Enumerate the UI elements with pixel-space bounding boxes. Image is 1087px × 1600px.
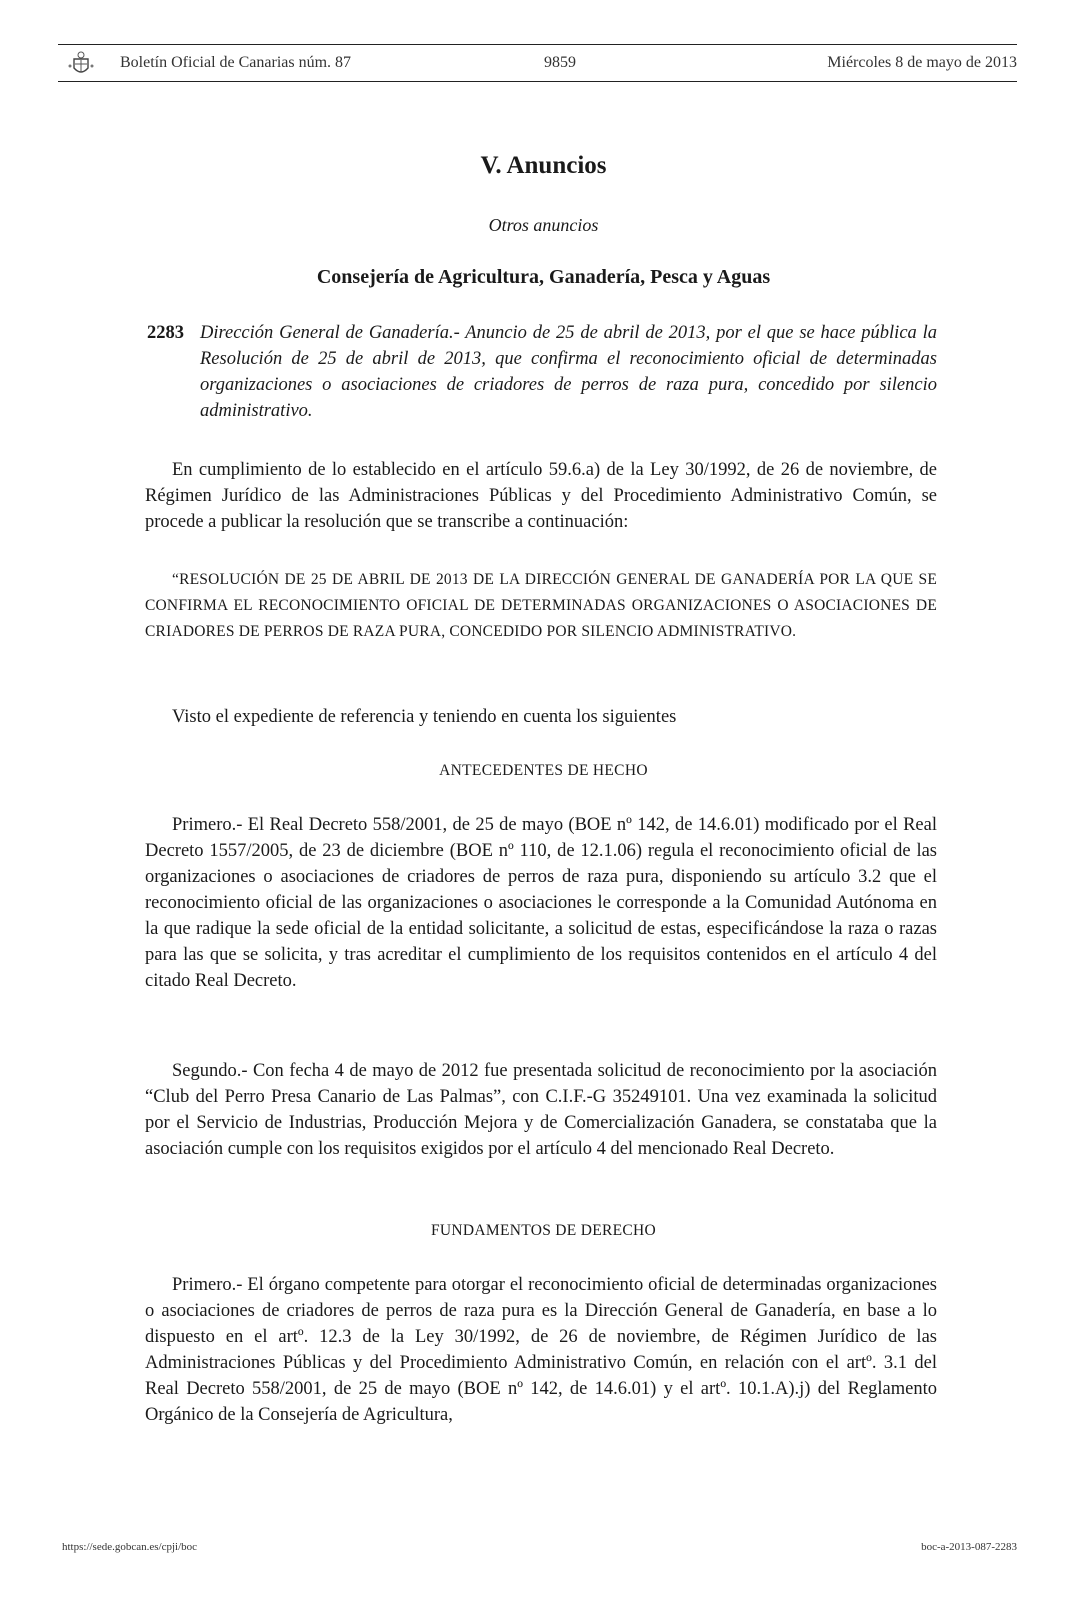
resolution-title: “RESOLUCIÓN DE 25 DE ABRIL DE 2013 DE LA DIRECCIÓN GENERAL DE GANADERÍA POR LA QUE SE CONFIRMA EL RECONOCIMIENTO OFICIAL DE DETERMINADAS ORGANIZACIONES O ASOCIACIONES DE CRIADORES DE PERROS DE RAZA PURA, CONCEDIDO POR SILENCIO ADMINISTRATIVO. [145, 571, 937, 640]
page-number: 9859 [544, 54, 576, 71]
fundamento-primero: Primero.- El órgano competente para otorgar el reconocimiento oficial de determinadas organizaciones o asociaciones de criadores de perros de raza pura es la Dirección General de Ganadería, en base a lo dispuesto en el artº. 12.3 de la Ley 30/1992, de 26 de noviembre, de Régimen Jurídico de las Administraciones Públicas y del Procedimiento Administrativo Común, en relación con el artº. 3.1 del Real Decreto 558/2001, de 25 de mayo (BOE nº 142, de 14.6.01) y el artº. 10.1.A).j) del Reglamento Orgánico de la Consejería de Agricultura, [145, 1275, 937, 1425]
bulletin-name: Boletín Oficial de Canarias núm. 87 [120, 54, 352, 71]
antecedentes-heading: ANTECEDENTES DE HECHO [439, 762, 648, 779]
section-title: V. Anuncios [480, 152, 607, 179]
visto-paragraph: Visto el expediente de referencia y teniendo en cuenta los siguientes [172, 707, 677, 727]
antecedente-segundo: Segundo.- Con fecha 4 de mayo de 2012 fue presentada solicitud de reconocimiento por la asociación “Club del Perro Presa Canario de Las Palmas”, con C.I.F.-G 35249101. Una vez examinada la solicitud por el Servicio de Industrias, Producción Mejora y de Comercialización Ganadera, se constataba que la asociación cumple con los requisitos exigidos por el artículo 4 del mencionado Real Decreto. [145, 1061, 937, 1159]
announcement-block [147, 320, 937, 424]
publication-date: Miércoles 8 de mayo de 2013 [827, 54, 1017, 71]
intro-paragraph: En cumplimiento de lo establecido en el artículo 59.6.a) de la Ley 30/1992, de 26 de noviembre, de Régimen Jurídico de las Administraciones Públicas y del Procedimiento Administrativo Común, se procede a publicar la resolución que se transcribe a continuación: [145, 460, 937, 532]
page-header [58, 44, 1017, 82]
announcement-number: 2283 [147, 323, 184, 343]
antecedente-primero: Primero.- El Real Decreto 558/2001, de 25 de mayo (BOE nº 142, de 14.6.01) modificado por el Real Decreto 1557/2005, de 23 de diciembre (BOE nº 110, de 12.1.06) regula el reconocimiento oficial de las organizaciones o asociaciones de criadores de perros de raza pura, disponiendo su artículo 3.2 que el reconocimiento oficial de las organizaciones o asociaciones le corresponde a la Comunidad Autónoma en la que radique la sede oficial de la entidad solicitante, a solicitud de estas, especificándose la raza o razas para las que se solicita, y tras acreditar el cumplimiento de los requisitos contenidos en el artículo 4 del citado Real Decreto. [145, 815, 937, 991]
section-subtitle: Otros anuncios [488, 215, 599, 235]
coat-of-arms-icon [66, 50, 96, 78]
footer-url: https://sede.gobcan.es/cpji/boc [62, 1541, 198, 1553]
department-title: Consejería de Agricultura, Ganadería, Pesca y Aguas [316, 266, 771, 288]
announcement-summary: Dirección General de Ganadería.- Anuncio de 25 de abril de 2013, por el que se hace pública la Resolución de 25 de abril de 2013, que confirma el reconocimiento oficial de determinadas organizaciones o asociaciones de criadores de perros de raza pura, concedido por silencio administrativo. [200, 323, 937, 421]
fundamentos-heading: FUNDAMENTOS DE DERECHO [430, 1222, 657, 1239]
footer-code: boc-a-2013-087-2283 [921, 1541, 1017, 1553]
